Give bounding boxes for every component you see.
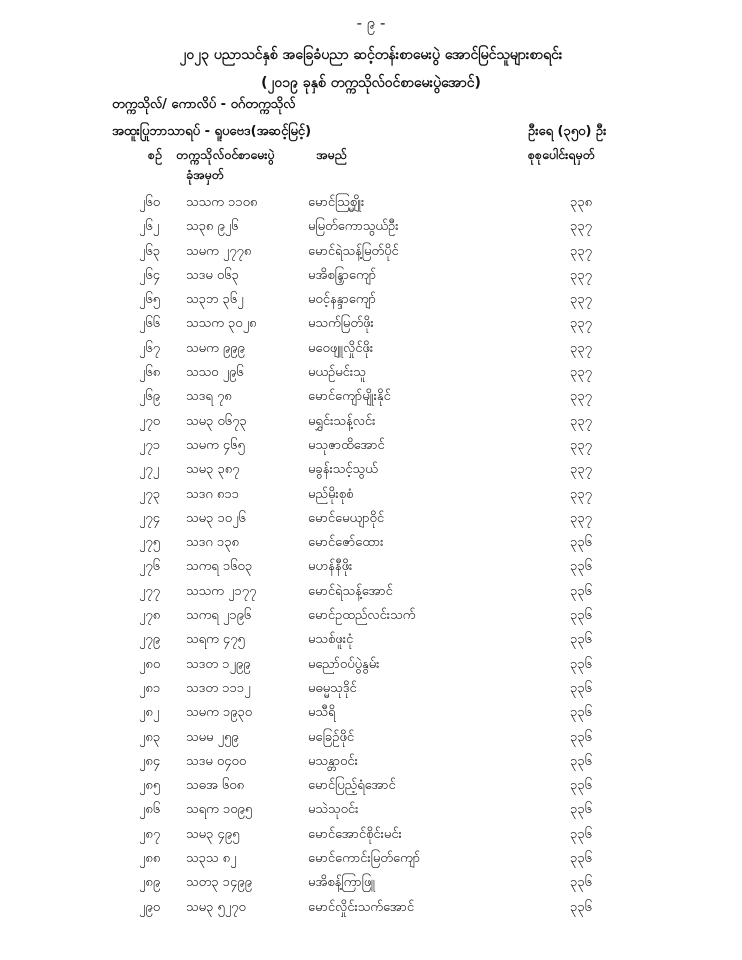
total-score: ၃၃၆	[570, 656, 592, 672]
total-score: ၃၃၆	[570, 753, 592, 769]
row-number: ၂၇၀	[139, 413, 161, 429]
total-score: ၃၃၆	[570, 826, 592, 842]
student-name: မသန္တာဝင်း	[308, 753, 358, 769]
row-number: ၂၆၉	[139, 389, 161, 405]
row-number: ၂၆၄	[139, 267, 161, 283]
student-name: မယဉ်မင်းသူ	[308, 365, 366, 381]
row-number: ၂၇၄	[139, 510, 161, 526]
row-number: ၂၈၂	[139, 705, 160, 721]
total-score: ၃၃၇	[570, 486, 592, 502]
column-header-number: စဉ်	[148, 147, 162, 162]
total-score: ၃၃၆	[570, 851, 592, 867]
roll-number: သမ၃ ၅၂၇၀	[186, 899, 246, 915]
total-score: ၃၃၆	[570, 535, 592, 551]
table-row	[0, 435, 742, 459]
total-score: ၃၃၈	[570, 195, 593, 210]
table-row	[0, 386, 742, 410]
row-number: ၂၇၂	[139, 462, 160, 478]
row-number: ၂၈၃	[139, 729, 161, 745]
roll-number: သမ၃ ၀၆၇၃	[186, 413, 247, 429]
row-number: ၂၈၆	[139, 802, 161, 818]
student-name: မညော်ဝပ်ပွဲနွမ်း	[308, 656, 380, 672]
roll-number: သဒတ ၁၂၉၉	[186, 656, 251, 672]
total-score: ၃၃၆	[570, 875, 592, 891]
table-row	[0, 484, 742, 508]
table-row	[0, 678, 742, 702]
roll-number: သ၃ဘ ၃၆၂	[186, 292, 244, 308]
roll-number: သကရ ၂၁၉၆	[186, 608, 252, 624]
roll-number: သဒဂ ၁၃၈	[186, 535, 239, 551]
table-row	[0, 897, 742, 921]
total-score: ၃၃၆	[570, 608, 592, 624]
roll-number: သဒရ ၇၈	[186, 389, 232, 405]
roll-number: သသ၀ ၂၉၆	[186, 365, 244, 381]
roll-number: သမ၃ ၄၉၅	[186, 826, 240, 842]
student-name: မဟန်နီဖိုး	[308, 559, 353, 575]
table-row	[0, 313, 742, 337]
roll-number: သသက ၃၀၂၈	[186, 316, 257, 332]
roll-number: သဒဂ ၈၁၁	[186, 486, 239, 502]
roll-number: သရက ၄၇၅	[186, 632, 245, 648]
total-score: ၃၃၇	[570, 219, 592, 235]
student-name: မခွန်းသင့်သွယ်	[308, 462, 378, 478]
table-row	[0, 362, 742, 386]
table-row	[0, 799, 742, 823]
table-row	[0, 629, 742, 653]
total-score: ၃၃၇	[570, 243, 592, 259]
row-number: ၂၆၀	[139, 195, 161, 210]
total-score: ၃၃၆	[570, 802, 592, 818]
row-number: ၂၇၅	[139, 535, 161, 551]
row-number: ၂၈၀	[139, 656, 161, 672]
student-name: မခြေဉ်ဖိုင်	[308, 729, 355, 745]
row-number: ၂၆၅	[139, 292, 161, 308]
roll-number: သတ၃ ၁၄၉၉	[186, 875, 252, 891]
total-score: ၃၃၇	[570, 413, 592, 429]
table-row	[0, 241, 742, 265]
student-name: မသုဇာထိအောင်	[308, 437, 385, 453]
table-row	[0, 581, 742, 605]
roll-number: သမ၃ ၁၀၂၆	[186, 510, 246, 526]
student-name: မဓမ္မသုဒိုင်	[308, 680, 357, 696]
table-row	[0, 265, 742, 289]
table-row	[0, 459, 742, 483]
student-name: မသဲသုဝင်း	[308, 802, 359, 818]
row-number: ၂၇၉	[139, 632, 161, 648]
table-row	[0, 727, 742, 751]
table-row	[0, 605, 742, 629]
student-name: မောင်ကောင်းမြတ်ကျော်	[308, 851, 421, 867]
table-row	[0, 411, 742, 435]
student-name: မသီရိ	[308, 705, 336, 721]
table-row	[0, 532, 742, 556]
roll-number: သကရ ၁၆၀၃	[186, 559, 253, 575]
page-number: - ၉ -	[356, 14, 386, 32]
student-name: မမြတ်ကောသွယ်ဦး	[308, 219, 399, 235]
total-score: ၃၃၆	[570, 778, 592, 794]
table-row	[0, 751, 742, 775]
document-title: ၂၀၂၃ ပညာသင်နှစ် အခြေခံပညာ ဆင့်တန်းစာမေးပွဲ အောင်မြင်သူများစာရင်း	[179, 47, 563, 63]
table-row	[0, 824, 742, 848]
student-name: မောင်ရဲသန့်အောင်	[308, 583, 393, 599]
roll-number: သသက ၂၁၇၇	[186, 583, 257, 599]
student-name: မဝေဖျူလှိုင်ဖိုး	[308, 340, 374, 356]
column-header-name: အမည်	[316, 147, 347, 162]
row-number: ၂၈၁	[139, 680, 161, 696]
roll-number: သဓအ ၆၀၈	[186, 778, 244, 794]
table-row	[0, 654, 742, 678]
student-name: မည်မိုးစုစံ	[308, 486, 354, 502]
total-score: ၃၃၇	[570, 292, 592, 308]
roll-number: သမက ၄၆၅	[186, 437, 245, 453]
total-score: ၃၃၇	[570, 389, 592, 405]
student-name: မအိစန္ဒြာကျော်	[308, 267, 377, 283]
roll-number: သ၃၈ ၉၂၆	[186, 219, 239, 235]
row-number: ၂၈၄	[139, 753, 161, 769]
row-number: ၂၇၆	[139, 559, 161, 575]
row-number: ၂၈၈	[139, 851, 161, 867]
subject-label: အထူးပြုဘာသာရပ် - ရူပဗေဒ(အဆင့်မြင့်)	[112, 124, 312, 139]
student-name: မောင်ပြည့်ရံအောင်	[308, 778, 396, 794]
roll-number: သသက ၁၁၀၈	[186, 195, 258, 210]
roll-number: သဒမ ၀၄၀၀	[186, 753, 247, 769]
total-score: ၃၃၇	[570, 316, 592, 332]
student-name: မောင်အောင်စိုင်းမင်း	[308, 826, 402, 842]
table-row	[0, 702, 742, 726]
student-name: မောင်ဥထည်လင်းသက်	[308, 608, 416, 624]
results-table	[0, 192, 742, 921]
roll-number: သဒတ ၁၁၁၂	[186, 680, 251, 696]
roll-number: သမက ၂၇၇၈	[186, 243, 252, 259]
row-number: ၂၇၃	[139, 486, 161, 502]
column-header-roll-number-line2: ခုံအမှတ်	[186, 167, 224, 182]
column-header-roll-number: တက္ကသိုလ်ဝင်စာမေးပွဲ	[176, 147, 275, 162]
table-row	[0, 192, 742, 216]
university-label: တက္ကသိုလ်/ ကောလိပ် - ဝဂ်တက္ကသိုလ်	[112, 97, 296, 112]
roll-number: သမမ ၂၅၉	[186, 729, 239, 745]
student-name: မောင်လှိုင်းသက်အောင်	[308, 899, 415, 915]
total-score: ၃၃၇	[570, 437, 592, 453]
student-name: မသစ်ဖူးငုံ	[308, 632, 354, 648]
total-score: ၃၃၇	[570, 267, 592, 283]
student-name: မောင်ကျော်မျိုးနိုင်	[308, 389, 391, 405]
student-name: မသက်မြတ်ဖိုး	[308, 316, 374, 332]
table-row	[0, 848, 742, 872]
row-number: ၂၆၆	[139, 316, 161, 332]
total-score: ၃၃၆	[570, 729, 592, 745]
row-number: ၂၇၈	[139, 608, 161, 624]
total-score: ၃၃၇	[570, 462, 592, 478]
row-number: ၂၆၂	[139, 219, 160, 235]
table-row	[0, 775, 742, 799]
student-name: မောင်ဇော်ထေား	[308, 535, 384, 551]
roll-number: သမက ၁၉၃၀	[186, 705, 253, 721]
student-name: မရွှင်းသန့်လင်း	[308, 413, 376, 429]
roll-number: သမ၃ ၃၈၇	[186, 462, 240, 478]
row-number: ၂၇၁	[139, 437, 161, 453]
row-number: ၂၇၇	[139, 583, 161, 599]
table-row	[0, 508, 742, 532]
document-subtitle: (၂၀၁၉ ခုနှစ် တက္ကသိုလ်ဝင်စာမေးပွဲအောင်)	[261, 75, 481, 91]
roll-number: သ၃သ ၈၂	[186, 851, 237, 867]
total-score: ၃၃၇	[570, 510, 592, 526]
table-row	[0, 289, 742, 313]
table-row	[0, 556, 742, 580]
row-number: ၂၆၇	[139, 340, 161, 356]
total-score: ၃၃၇	[570, 365, 592, 381]
roll-number: သဒမ ၀၆၃	[186, 267, 239, 283]
column-header-total-score: စုစုပေါင်းရမှတ်	[528, 147, 595, 162]
row-number: ၂၆၈	[139, 365, 161, 381]
total-score: ၃၃၆	[570, 899, 592, 915]
total-score: ၃၃၆	[570, 559, 592, 575]
roll-number: သရက ၁၀၉၅	[186, 802, 253, 818]
table-row	[0, 338, 742, 362]
row-number: ၂၉၀	[139, 899, 161, 915]
total-score: ၃၃၇	[570, 340, 592, 356]
student-name: မဝင့်နန္ဒာကျော်	[308, 292, 376, 308]
total-count-label: ဦးရေ (၃၅၀) ဦး	[528, 124, 607, 139]
student-name: မောင်ရဲသန့်မြတ်ပိုင်	[308, 243, 399, 259]
total-score: ၃၃၆	[570, 680, 592, 696]
total-score: ၃၃၆	[570, 583, 592, 599]
student-name: မောင်မေယျာဝိုင်	[308, 510, 385, 526]
row-number: ၂၆၃	[139, 243, 161, 259]
row-number: ၂၈၅	[139, 778, 161, 794]
table-row	[0, 872, 742, 896]
student-name: မောင်သြစ္မျိုး	[308, 195, 365, 210]
roll-number: သမက ၉၉၉	[186, 340, 245, 356]
total-score: ၃၃၆	[570, 632, 592, 648]
total-score: ၃၃၆	[570, 705, 592, 721]
row-number: ၂၈၇	[139, 826, 161, 842]
table-row	[0, 216, 742, 240]
student-name: မအိစန့်ကြာဖြူ	[308, 875, 376, 891]
row-number: ၂၈၉	[139, 875, 161, 891]
